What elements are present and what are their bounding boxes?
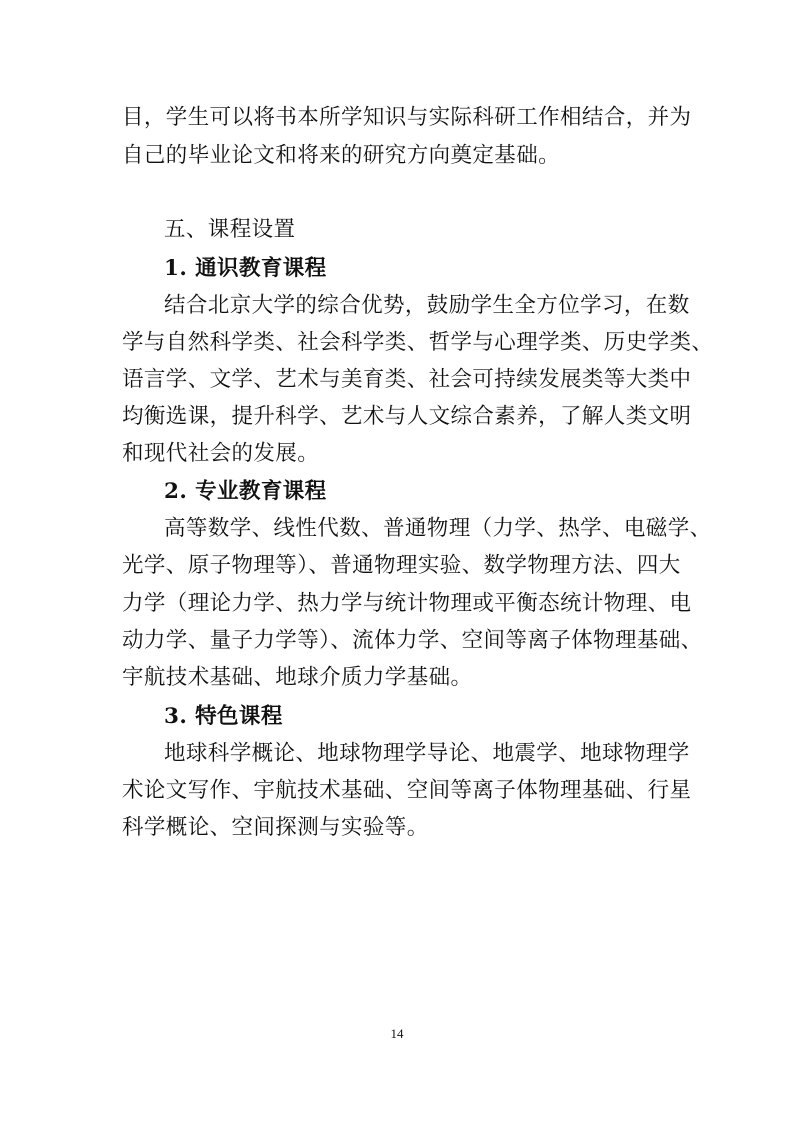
paragraph-line: 光学、原子物理等）、普通物理实验、数学物理方法、四大 (122, 553, 681, 578)
intro-line-1: 目，学生可以将书本所学知识与实际科研工作相结合，并为 (122, 105, 692, 130)
paragraph-line: 均衡选课，提升科学、艺术与人文综合素养，了解人类文明 (122, 404, 692, 429)
paragraph-line: 高等数学、线性代数、普通物理（力学、热学、电磁学、 (164, 516, 712, 541)
intro-line-2: 自己的毕业论文和将来的研究方向奠定基础。 (122, 143, 561, 168)
subsection-heading-professional-education: 2. 专业教育课程 (164, 479, 327, 504)
section-title: 五、课程设置 (164, 217, 296, 242)
paragraph-line: 学与自然科学类、社会科学类、哲学与心理学类、历史学类、 (122, 330, 714, 355)
paragraph-line: 和现代社会的发展。 (122, 441, 320, 466)
paragraph-line: 地球科学概论、地球物理学导论、地震学、地球物理学 (164, 741, 690, 766)
paragraph-line: 宇航技术基础、地球介质力学基础。 (122, 665, 473, 690)
paragraph-line: 科学概论、空间探测与实验等。 (122, 815, 429, 840)
page-number: 14 (390, 1026, 404, 1041)
subsection-heading-general-education: 1. 通识教育课程 (164, 256, 327, 281)
paragraph-line: 动力学、量子力学等）、流体力学、空间等离子体物理基础、 (122, 628, 703, 653)
paragraph-line: 术论文写作、宇航技术基础、空间等离子体物理基础、行星 (122, 778, 692, 803)
paragraph-line: 语言学、文学、艺术与美育类、社会可持续发展类等大类中 (122, 367, 692, 392)
subsection-heading-featured-courses: 3. 特色课程 (164, 704, 283, 729)
paragraph-line: 力学（理论力学、热力学与统计物理或平衡态统计物理、电 (122, 591, 692, 616)
paragraph-line: 结合北京大学的综合优势，鼓励学生全方位学习，在数 (164, 293, 690, 318)
